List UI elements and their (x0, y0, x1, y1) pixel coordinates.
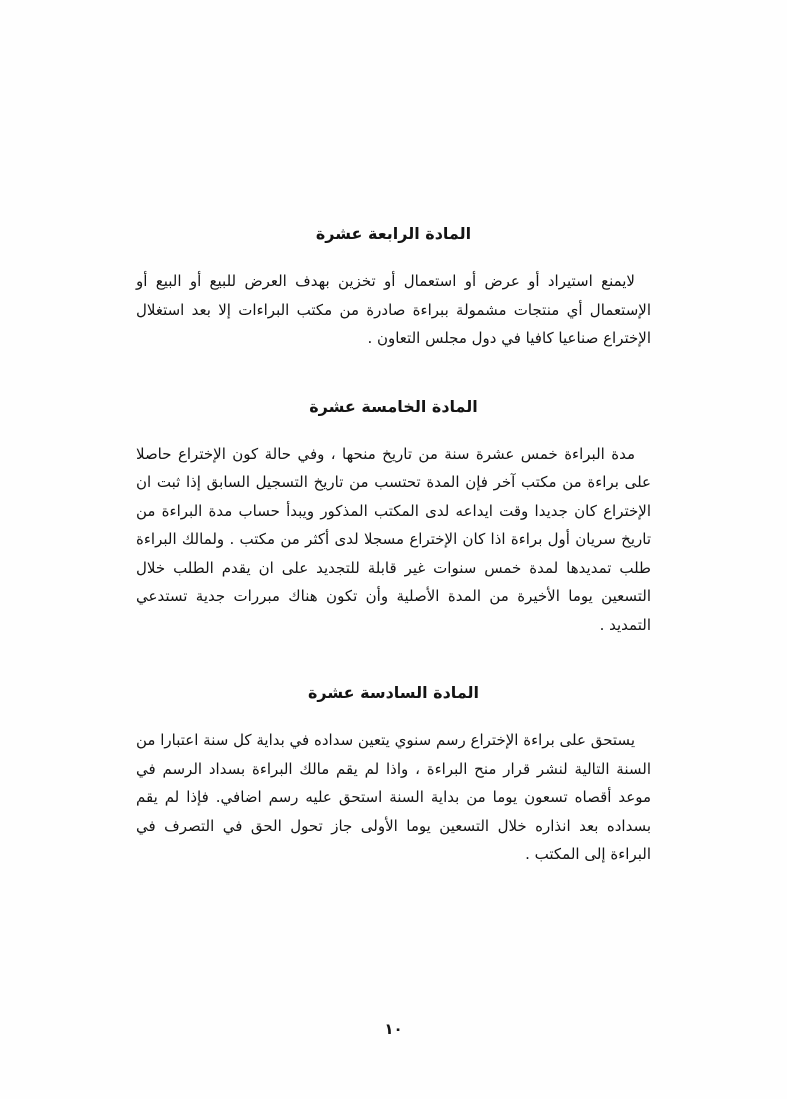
article-title: المادة الخامسة عشرة (309, 396, 478, 416)
article-body: لايمنع استيراد أو عرض أو استعمال أو تخزين بهدف العرض للبيع أو البيع أو الإستعمال أي منتجات مشمولة ببراءة صادرة من مكتب البراءات إلا بعد استغلال الإختراع صناعيا كافيا في دول مجلس التعاون . (136, 272, 651, 347)
article-sixteen (136, 683, 651, 869)
article-title: المادة الرابعة عشرة (315, 224, 472, 243)
article-body: مدة البراءة خمس عشرة سنة من تاريخ منحها ، وفي حالة كون الإختراع حاصلا على براءة من مكتب آخر فإن المدة تحتسب من تاريخ التسجيل السابق إذا ثبت ان الإختراع كان جديدا وقت ايداعه لدى المكتب المذكور ويبدأ حساب مدة البراءة من تاريخ سريان أول براءة اذا كان الإختراع مسجلا لدى أكثر من مكتب . ولمالك البراءة طلب تمديدها لمدة خمس سنوات غير قابلة للتجديد على ان يقدم الطلب خلال التسعين يوما الأخيرة من المدة الأصلية وأن تكون هناك مبررات جدية تستدعي التمديد . (136, 444, 651, 634)
article-title: المادة السادسة عشرة (307, 683, 480, 702)
article-fifteen (136, 397, 651, 640)
article-body: يستحق على براءة الإختراع رسم سنوي يتعين سداده في بداية كل سنة اعتبارا من السنة التالية لنشر قرار منح البراءة ، واذا لم يقم مالك البراءة بسداد الرسم في موعد أقصاه تسعون يوما من بداية السنة استحق عليه رسم اضافي. فإذا لم يقم بسداده بعد انذاره خلال التسعين يوما الأولى جاز تحول الحق في التصرف في البراءة إلى المكتب . (136, 731, 651, 863)
document-content (136, 224, 651, 913)
page-number: ١٠ (384, 1020, 403, 1038)
article-fourteen (136, 224, 651, 353)
